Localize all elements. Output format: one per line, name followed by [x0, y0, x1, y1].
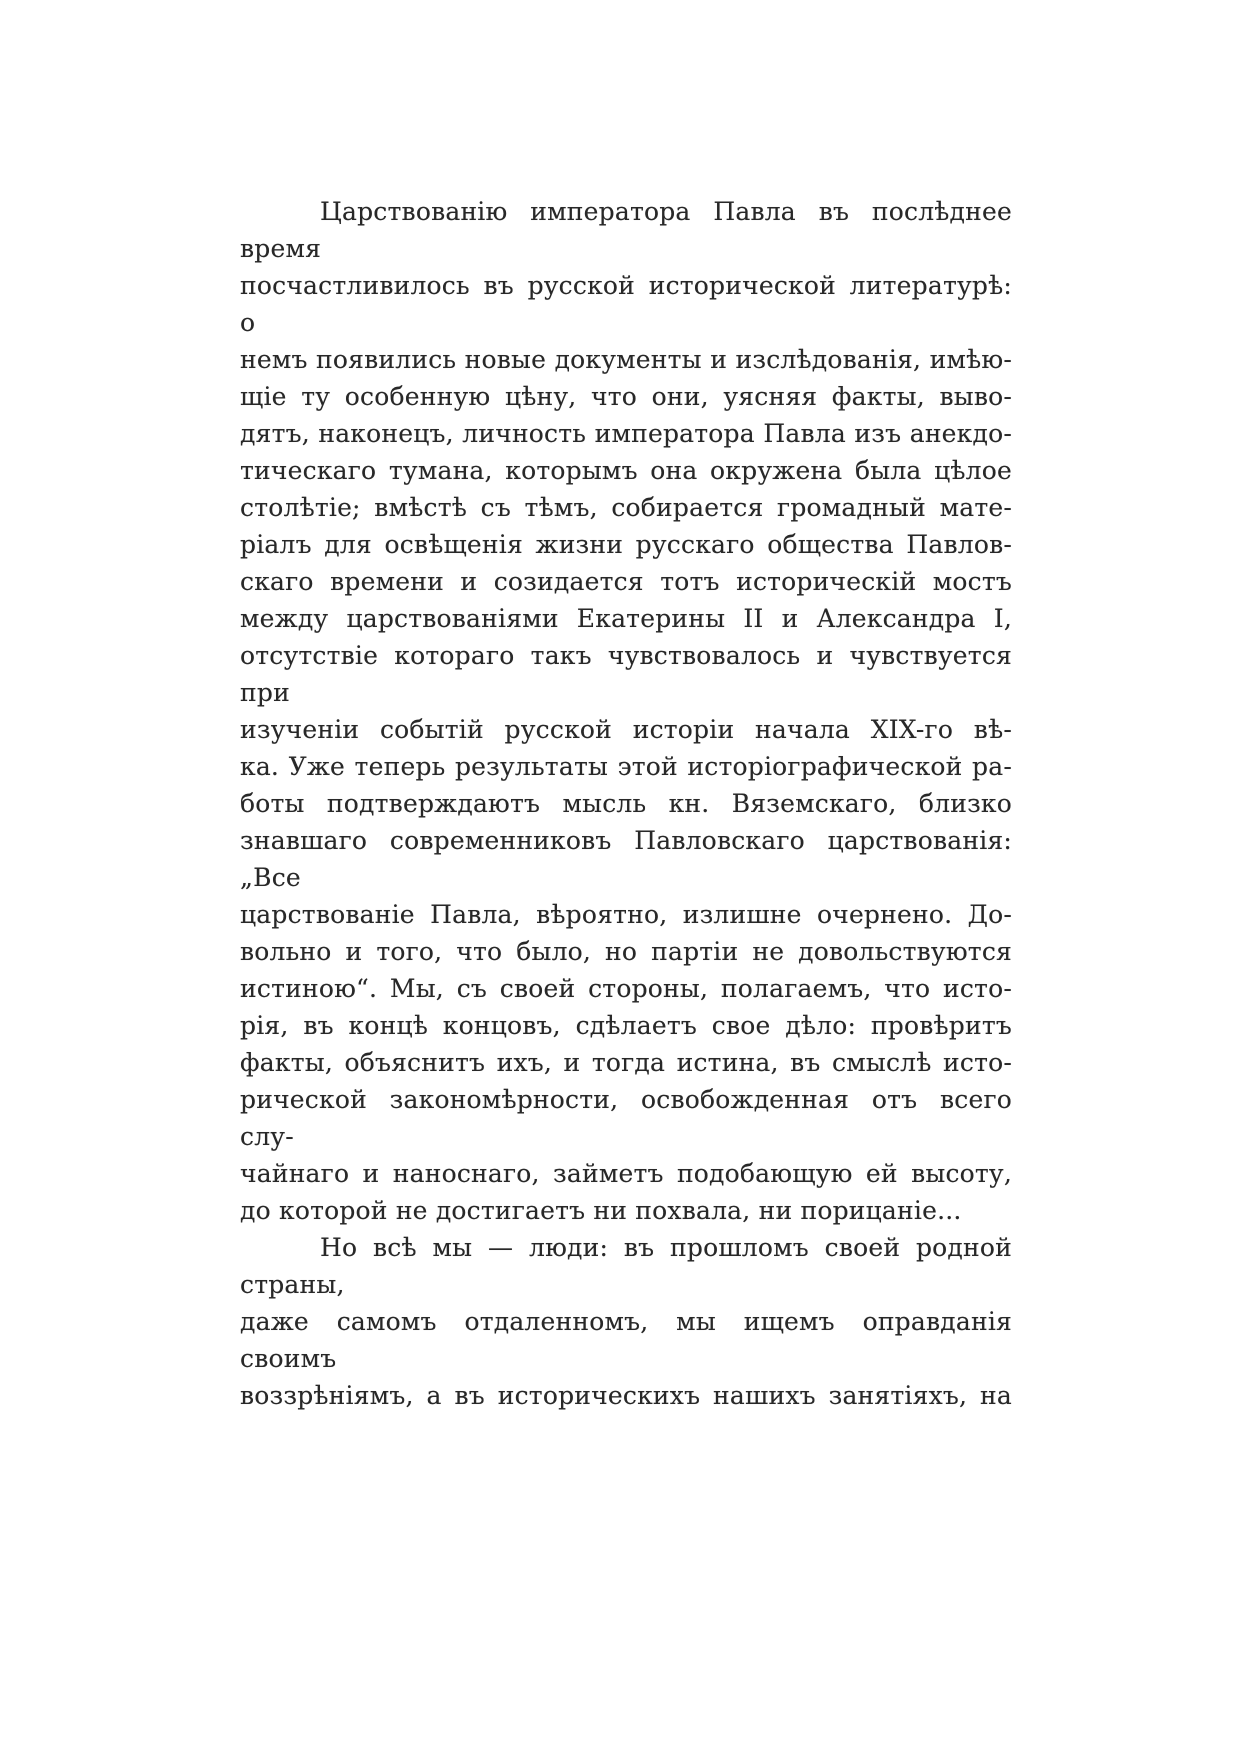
text-line: ріалъ для освѣщенія жизни русскаго общества Павлов- [240, 530, 1012, 559]
paragraph [240, 1229, 1012, 1414]
text-line: чайнаго и наноснаго, займетъ подобающую ей высоту, [240, 1159, 1012, 1188]
text-line: дятъ, наконецъ, личность императора Павла изъ анекдо- [240, 419, 1012, 448]
text-line: ка. Уже теперь результаты этой исторіографической ра- [240, 752, 1012, 781]
text-line: посчастливилось въ русской исторической литературѣ: о [240, 271, 1012, 337]
text-line: вольно и того, что было, но партіи не довольствуются [240, 937, 1012, 966]
text-line: даже самомъ отдаленномъ, мы ищемъ оправданія своимъ [240, 1307, 1012, 1373]
text-line: знавшаго современниковъ Павловскаго царствованія: „Все [240, 826, 1012, 892]
text-line: тическаго тумана, которымъ она окружена была цѣлое [240, 456, 1012, 485]
text-line: отсутствіе котораго такъ чувствовалось и чувствуется при [240, 641, 1012, 707]
paragraph [240, 193, 1012, 1229]
text-line: истиною“. Мы, съ своей стороны, полагаемъ, что исто- [240, 974, 1012, 1003]
text-line: до которой не достигаетъ ни похвала, ни порицаніе... [240, 1196, 962, 1225]
text-line: Но всѣ мы — люди: въ прошломъ своей родной страны, [240, 1233, 1012, 1299]
text-line: между царствованіями Екатерины II и Александра I, [240, 604, 1012, 633]
text-line: щіе ту особенную цѣну, что они, уясняя факты, выво- [240, 382, 1012, 411]
text-line: воззрѣніямъ, а въ историческихъ нашихъ занятіяхъ, на [240, 1381, 1012, 1410]
text-line: боты подтверждаютъ мысль кн. Вяземскаго, близко [240, 789, 1012, 818]
text-line: немъ появились новые документы и изслѣдованія, имѣю- [240, 345, 1012, 374]
text-line: скаго времени и созидается тотъ историческій мостъ [240, 567, 1012, 596]
text-line: рической закономѣрности, освобожденная отъ всего слу- [240, 1085, 1012, 1151]
text-block [240, 193, 1012, 1414]
text-line: царствованіе Павла, вѣроятно, излишне очернено. До- [240, 900, 1012, 929]
text-line: рія, въ концѣ концовъ, сдѣлаетъ свое дѣло: провѣритъ [240, 1011, 1012, 1040]
text-line: факты, объяснитъ ихъ, и тогда истина, въ смыслѣ исто- [240, 1048, 1012, 1077]
text-line: изученіи событій русской исторіи начала XIX-го вѣ- [240, 715, 1012, 744]
text-line: Царствованію императора Павла въ послѣднее время [240, 197, 1012, 263]
text-line: столѣтіе; вмѣстѣ съ тѣмъ, собирается громадный мате- [240, 493, 1012, 522]
